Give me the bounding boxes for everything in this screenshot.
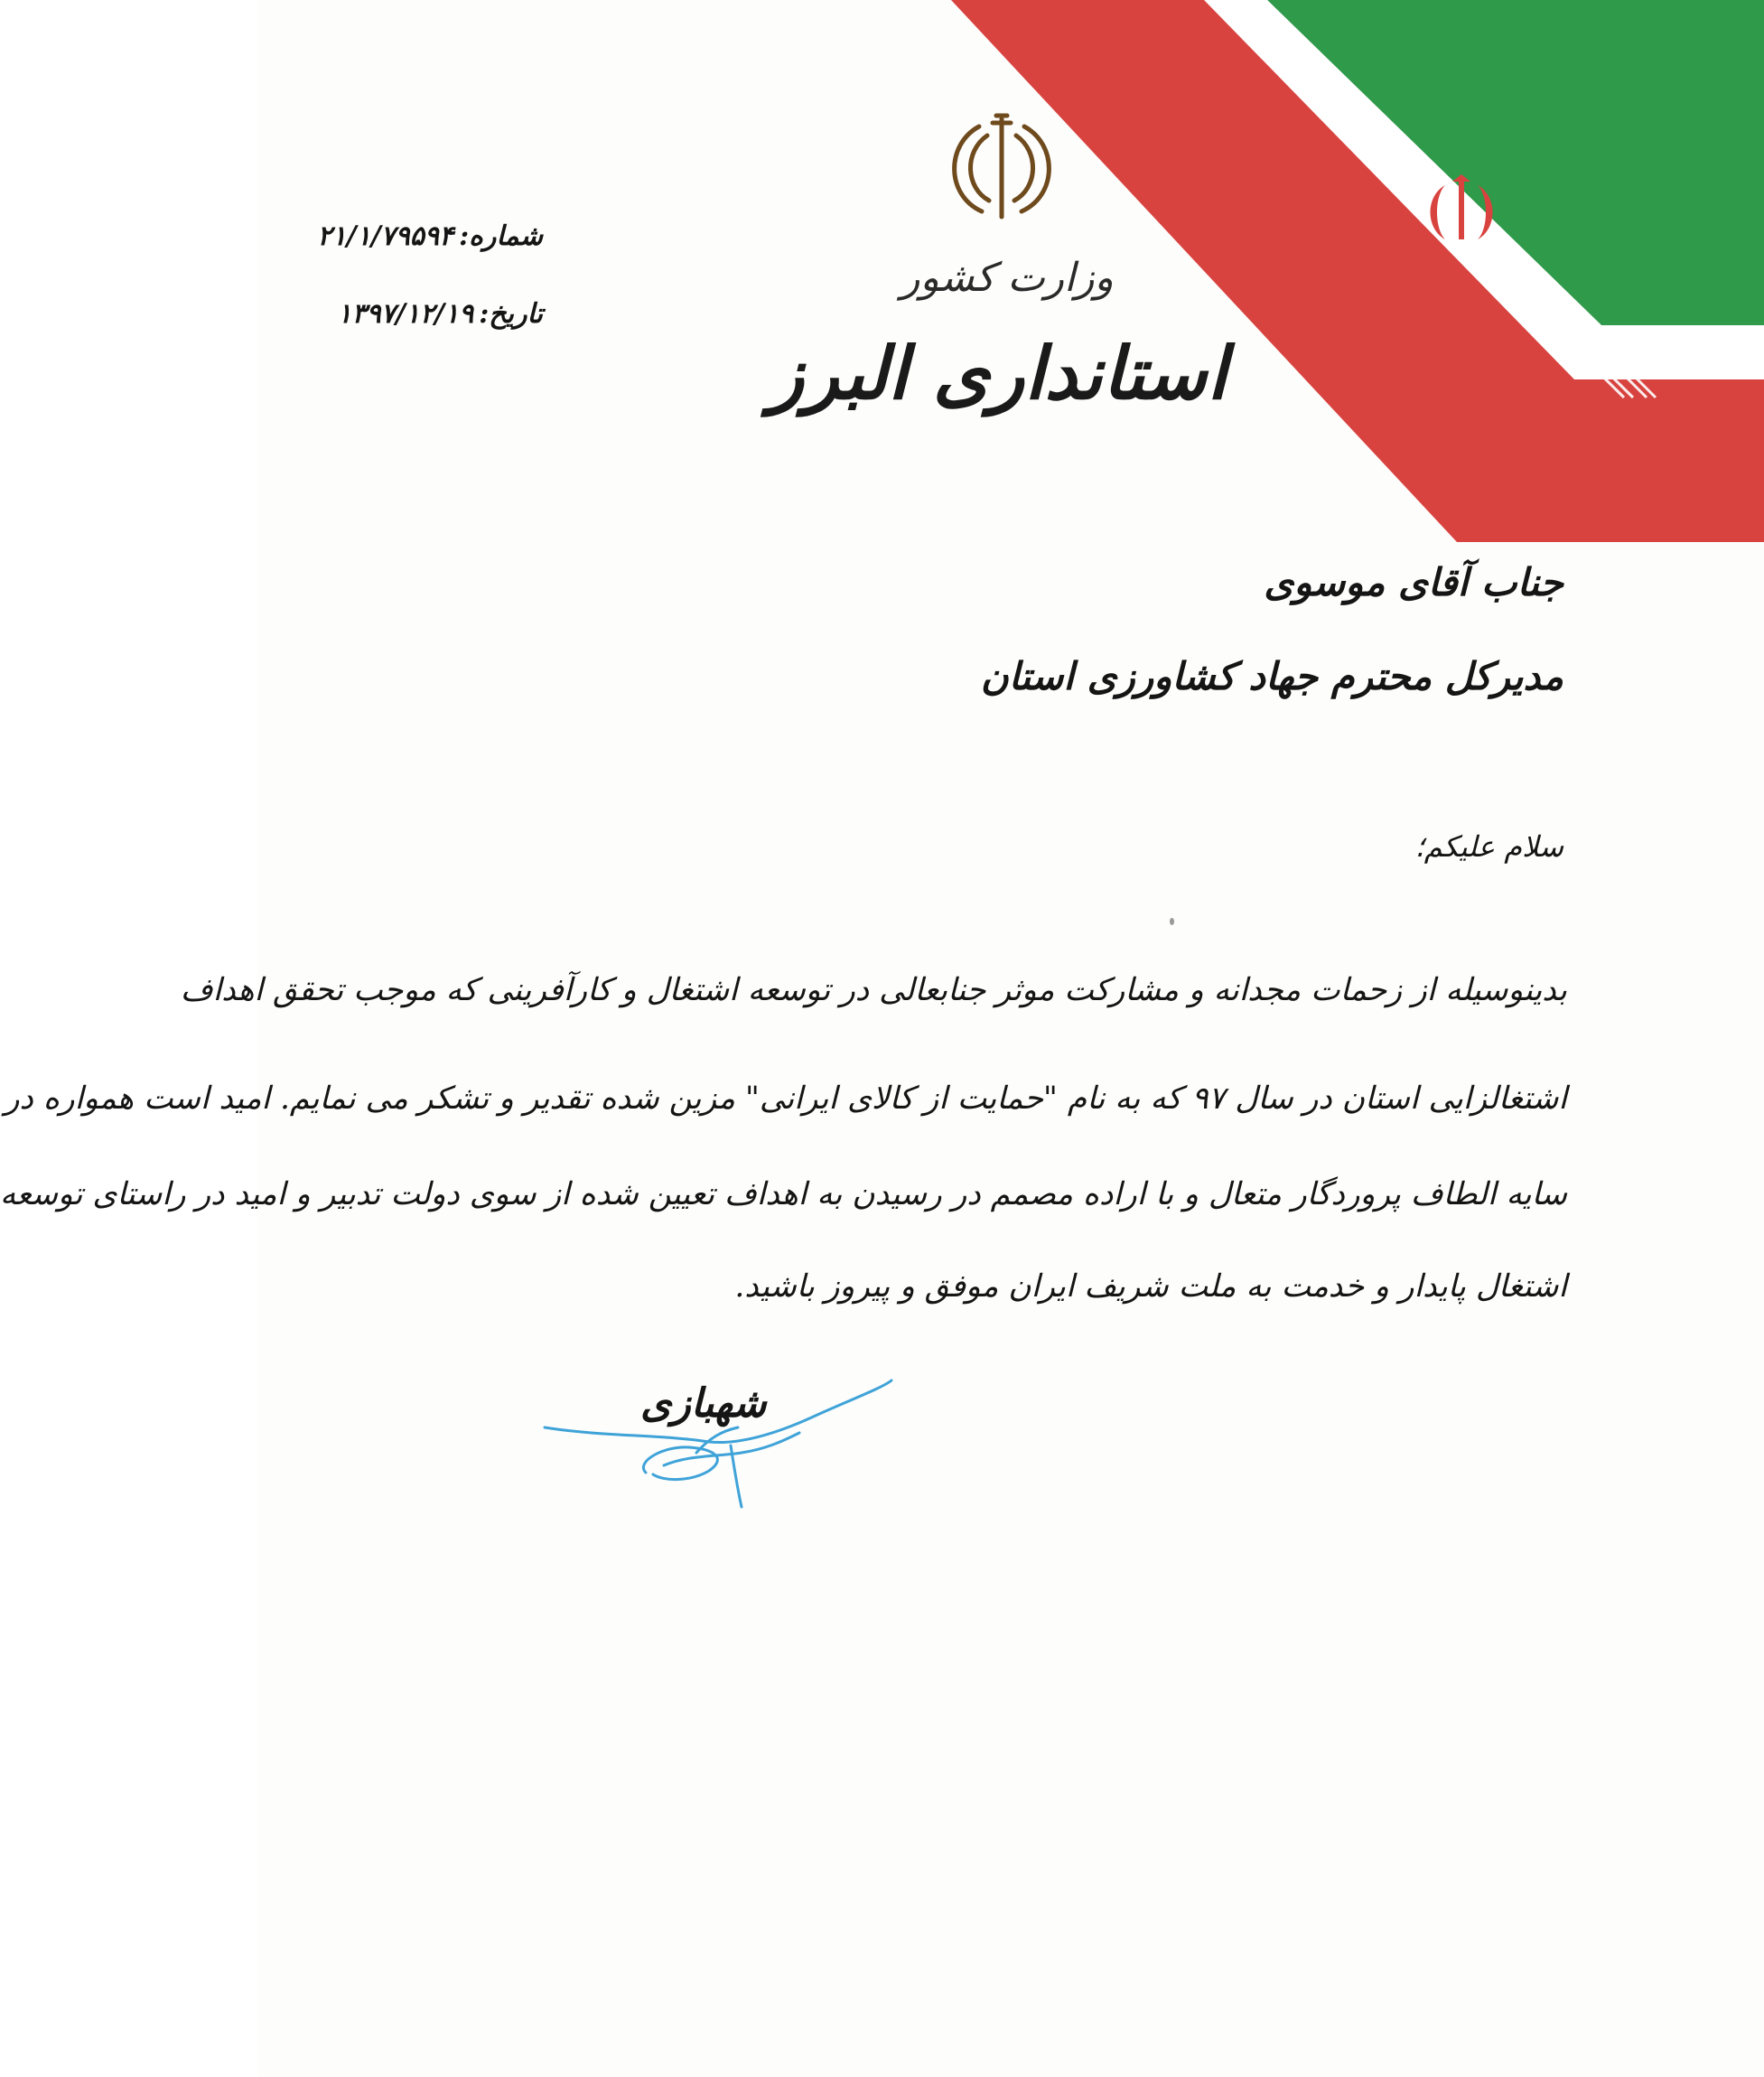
body-line: اشتغالزایی استان در سال ۹۷ که به نام "حمایت از کالای ایرانی" مزین شده تقدیر و تشکر می نمایم. امید است همواره در — [4, 1081, 1567, 1117]
letter-date-value: ۱۳۹۷/۱۲/۱۹ — [337, 298, 474, 330]
greeting: سلام علیکم؛ — [1414, 829, 1563, 864]
signer-name: شهبازی — [640, 1380, 767, 1427]
body-line: سایه الطاف پروردگار متعال و با اراده مصمم در رسیدن به اهداف تعیین شده از سوی دولت تدبیر و امید در راستای توسعه — [0, 1176, 1567, 1212]
letter-date-label: تاریخ: — [479, 298, 543, 330]
ministry-heading: وزارت کشور — [901, 255, 1114, 301]
letter-number — [317, 220, 543, 252]
governorate-heading: استانداری البرز — [769, 331, 1227, 416]
body-line: بدینوسیله از زحمات مجدانه و مشارکت موثر جنابعالی در توسعه اشتغال و کارآفرینی که موجب تحقق اهداف — [180, 972, 1567, 1008]
national-emblem-icon — [929, 110, 1074, 228]
body-line: اشتغال پایدار و خدمت به ملت شریف ایران موفق و پیروز باشید. — [734, 1268, 1567, 1305]
recipient-title: مدیرکل محترم جهاد کشاورزی استان — [980, 654, 1563, 698]
paper-speck — [1170, 918, 1174, 925]
recipient-name: جناب آقای موسوی — [1264, 560, 1563, 604]
letter-date — [337, 298, 543, 330]
letter-number-value: ۲۱/۱/۷۹۵۹۴ — [317, 220, 454, 252]
letter-number-label: شماره: — [459, 220, 543, 252]
